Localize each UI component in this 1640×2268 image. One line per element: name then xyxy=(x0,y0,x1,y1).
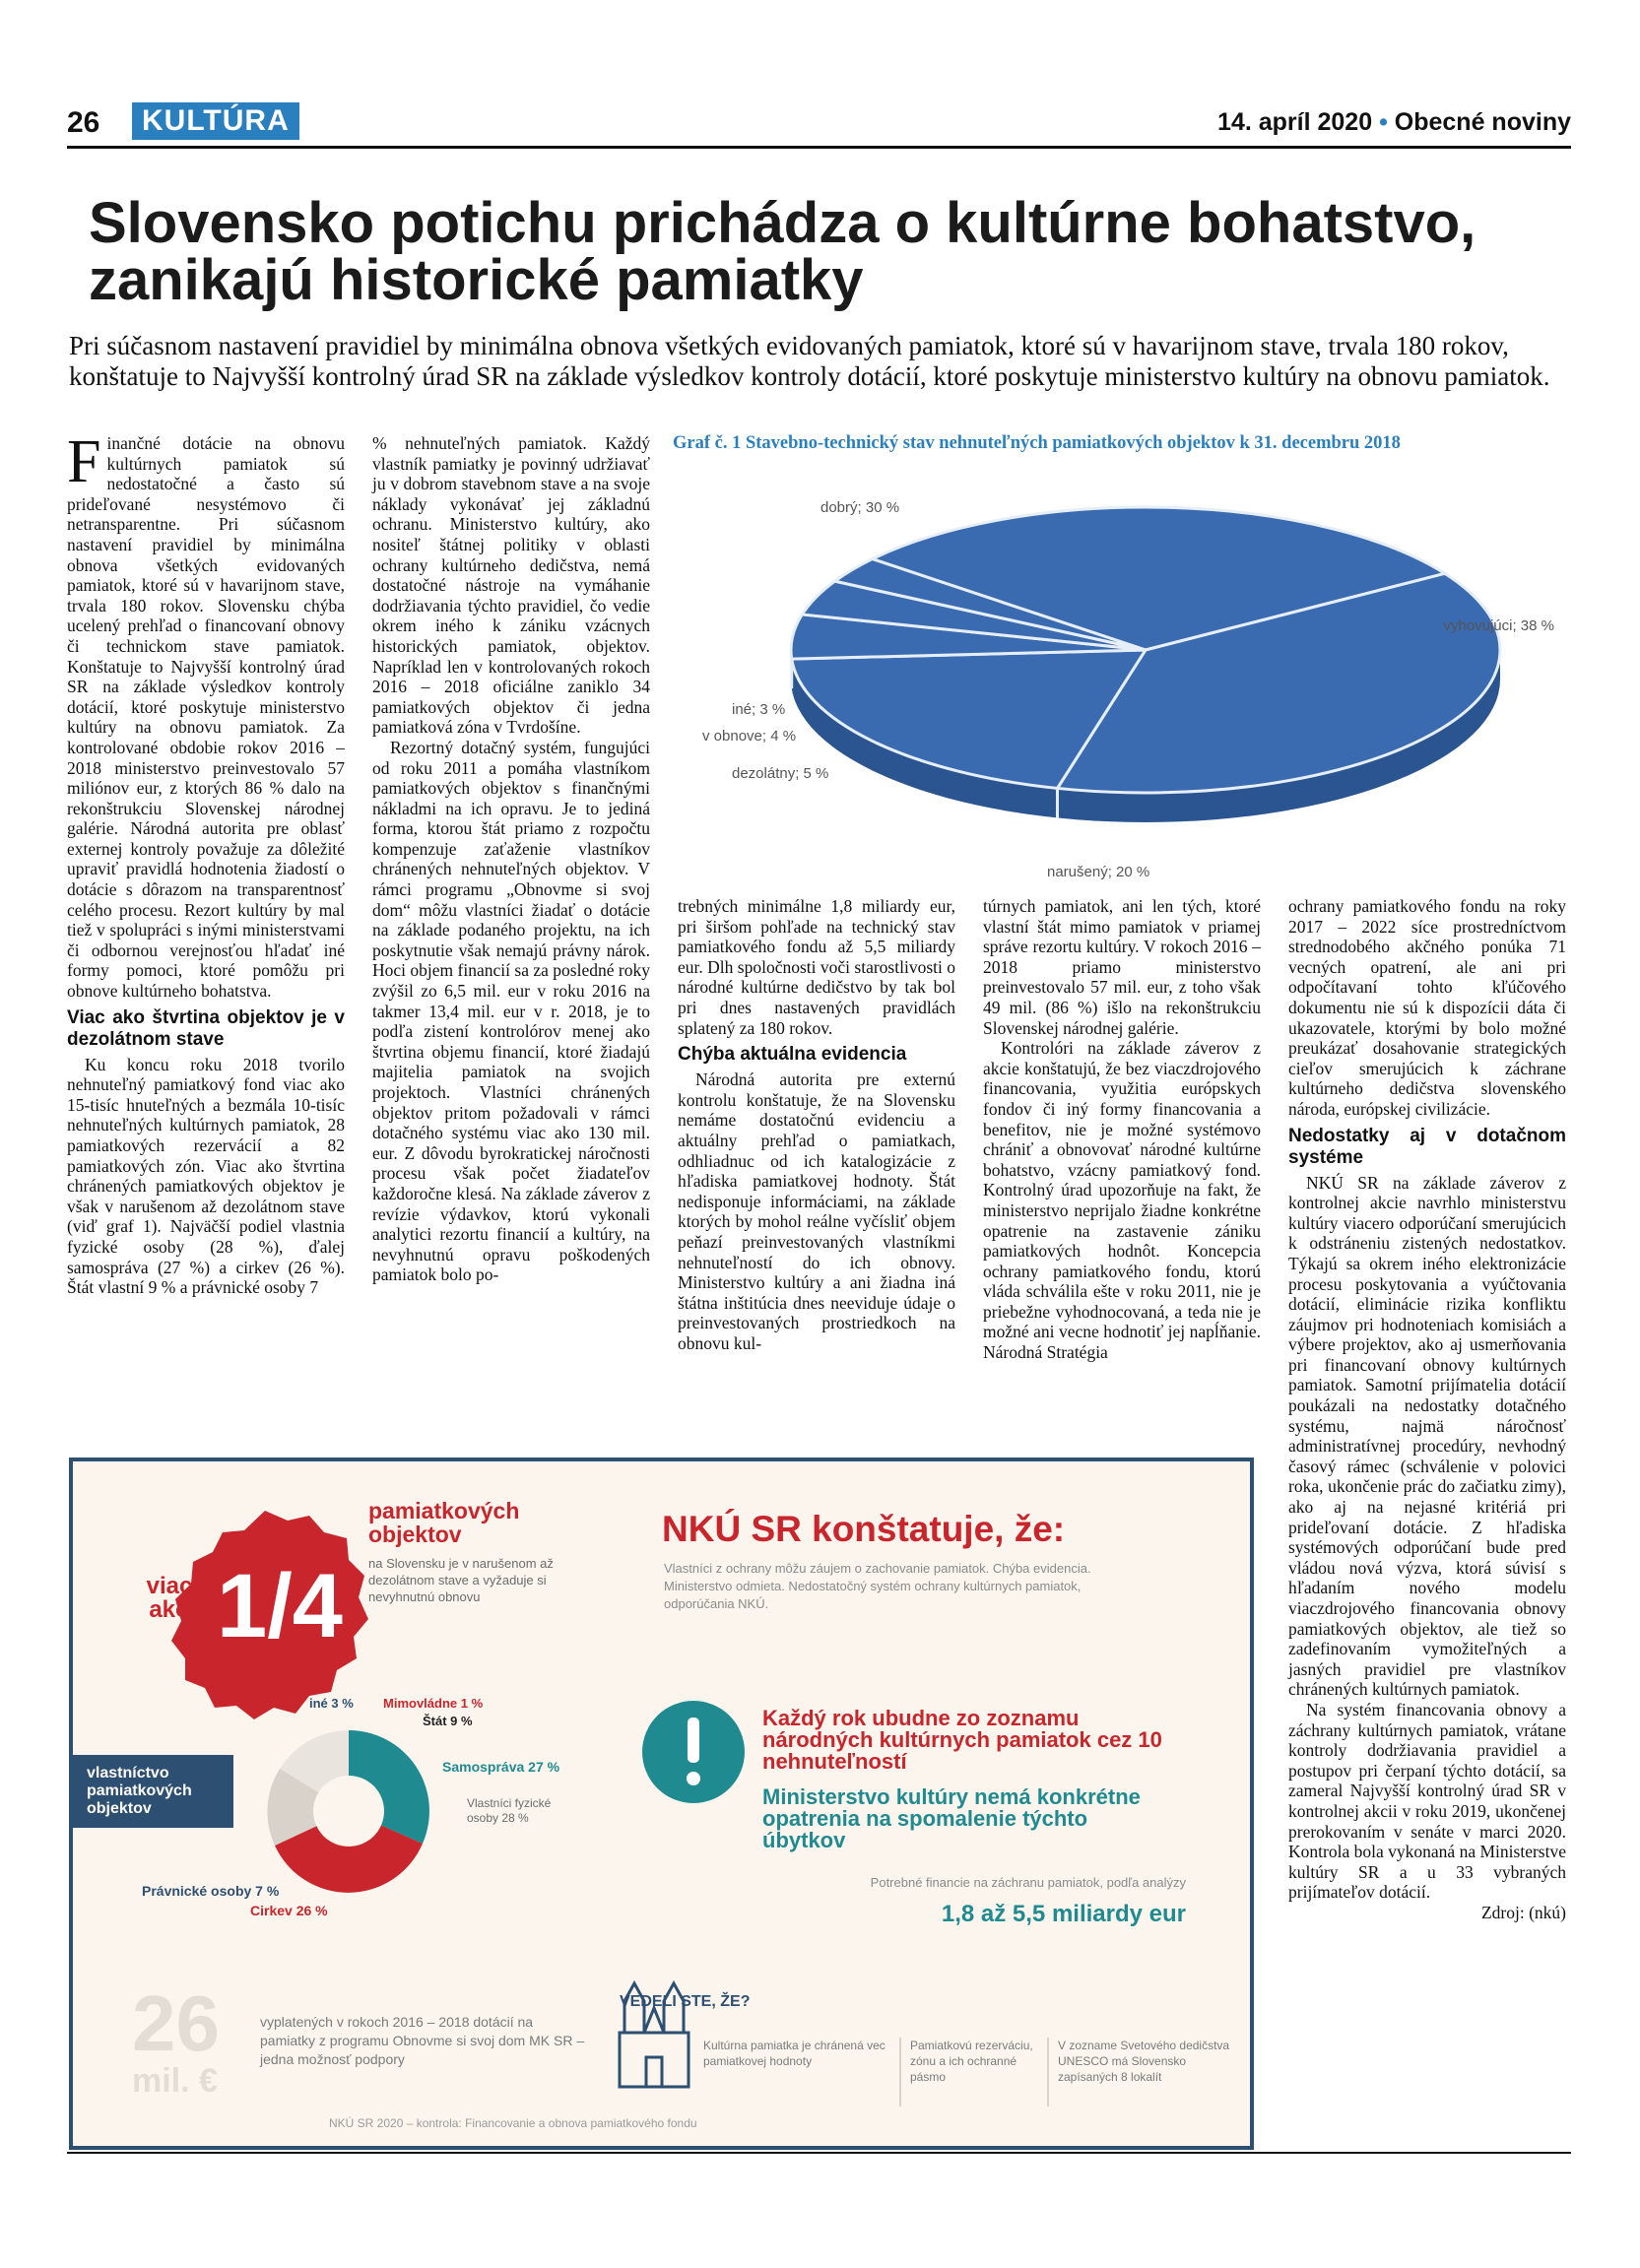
header-rule xyxy=(67,146,1571,149)
exclamation-bar xyxy=(688,1717,699,1763)
big-number-unit: mil. € xyxy=(132,2062,218,2100)
paragraph: Kontrolóri na základe záverov z akcie konštatujú, že bez viaczdrojového financovania, využitia európskych fondov či iný formy financovania a benefitov, nie je možné systémovo chrániť a obnovovať národné kultúrne bohatstvo, vzácny pamiatkový fond. Kontrolný úrad upozorňuje na fakt, že ministerstvo neprijalo žiadne konkrétne opatrenie na zastavenie zániku pamiatkových hodnôt. Koncepcia ochrany pamiatkového fondu, ktorú vláda schválila ešte v roku 2011, nie je priebežne vyhodnocovaná, a teda nie je možné ani vecne hodnotiť jej napĺňanie. Národná Stratégia xyxy=(983,1038,1261,1363)
column-3 xyxy=(678,896,955,1353)
subheading: Nedostatky aj v dotačnom systéme xyxy=(1288,1125,1566,1168)
fraction-prefix: viac ako xyxy=(146,1573,193,1623)
fact-2: Pamiatkovú rezerváciu, zónu a ich ochranné pásmo xyxy=(910,2039,1033,2084)
separator-dot: • xyxy=(1379,108,1388,136)
fraction-title: pamiatkových objektov xyxy=(368,1498,520,1547)
warning-1: Každý rok ubudne zo zoznamu národných kultúrnych pamiatok cez 10 nehnuteľností xyxy=(762,1706,1162,1774)
column-5 xyxy=(1288,896,1566,1923)
fraction-text: na Slovensku je v narušenom až dezolátnom stave a vyžaduje si nevyhnutnú obnovu xyxy=(368,1556,554,1604)
ownership-badge: vlastníctvo pamiatkových objektov xyxy=(73,1755,233,1828)
pie-label-2: narušený; 20 % xyxy=(1047,864,1150,880)
paragraph: Finančné dotácie na obnovu kultúrnych pamiatok sú nedostatočné a často sú prideľované nesystémovo či netransparentne. Pri súčasnom nastavení pravidiel by minimálna obnova všetkých evidovaných pamiatok, ktoré sú v havarijnom stave, trvala 180 rokov. Slovensku chýba ucelený prehľad o financovaní obnovy či technickom stave pamiatok. Konštatuje to Najvyšší kontrolný úrad SR na základe výsledkov kontroly dotácií, ktoré poskytuje ministerstvo kultúry na obnovu pamiatok. Za kontrolované obdobie rokov 2016 – 2018 ministerstvo preinvestovalo 57 miliónov eur, z ktorých 86 % dalo na rekonštrukciu Slovenskej národnej galérie. Národná autorita pre oblasť externej kontroly považuje za dôležité upraviť pravidlá hodnotenia žiadostí o dotácie s dôrazom na transparentnosť celého procesu. Rezort kultúry by mal tiež v spolupráci s inými ministerstvami či odbornou verejnosťou hľadať iné formy pomoci, ktoré pomôžu pri obnove kultúrneho bohatstva. xyxy=(67,428,345,1002)
dateline xyxy=(1217,108,1571,137)
pie-chart xyxy=(673,463,1559,886)
owner-label-ine: iné 3 % xyxy=(309,1696,354,1711)
cost-text: Potrebné financie na záchranu pamiatok, podľa analýzy xyxy=(870,1875,1186,1890)
owner-label-samosprava: Samospráva 27 % xyxy=(442,1759,560,1775)
nku-text: Vlastníci z ochrany môžu záujem o zachovanie pamiatok. Chýba evidencia. Ministerstvo odmieta. Nedostatočný systém ochrany kultúrnych pamiatok, odporúčania NKÚ. xyxy=(664,1561,1091,1611)
paragraph: ochrany pamiatkového fondu na roky 2017 – 2022 síce prostredníctvom strednodobého akčného ponúka 71 vecných opatrení, ale ani pri odpočítavaní tohto kľúčového dokumentu nie sú k dispozícii dáta či ukazovatele, ktorými by bolo možné preukázať dosahovanie strategických cieľov smerujúcich k záchrane kultúrneho dedičstva slovenského národa, európskej civilizácie. xyxy=(1288,896,1566,1119)
paragraph: túrnych pamiatok, ani len tých, ktoré vlastní štát mimo pamiatok v priamej správe rezortu kultúry. V rokoch 2016 – 2018 priamo ministerstvo preinvestovalo 57 mil. eur, z toho však 49 mil. (86 %) išlo na rekonštrukciu Slovenskej národnej galérie. xyxy=(983,896,1261,1038)
big-number: 26 xyxy=(132,1979,220,2067)
fact-1: Kultúrna pamiatka je chránená vec pamiatkovej hodnoty xyxy=(703,2039,886,2068)
paragraph: Rezortný dotačný systém, fungujúci od roku 2011 a pomáha vlastníkom pamiatkových objektov s finančnými nákladmi na ich opravu. Je to jediná forma, ktorou štát priamo z rozpočtu kompenzuje zaťaženie vlastníkov chránených nehnuteľných objektov. V rámci programu „Obnovme si svoj dom“ môžu vlastníci žiadať o dotácie na základe podaného projektu, na ich poskytnutie však nemajú právny nárok. Hoci objem financií sa za posledné roky zvýšil zo 6,5 mil. eur v roku 2016 na takmer 13,4 mil. eur v r. 2018, je to podľa zistení kontrolórov menej ako štvrtina objemu financií, ktoré žiadajú majitelia pamiatok na svojich projektoch. Vlastníci chránených objektov pritom požadovali v rámci dotačného systému viac ako 130 mil. eur. Z dôvodu byrokratickej náročnosti procesu však počet žiadateľov každoročne klesá. Na základe záverov z revízie výdavkov, ktorú vykonali analytici rezortu financií a kultúry, na nevyhnutnú opravu poškodených pamiatok bolo po- xyxy=(372,737,650,1285)
owner-label-pravnicke: Právnické osoby 7 % xyxy=(142,1883,280,1899)
page-number: 26 xyxy=(67,106,100,139)
cost-value: 1,8 až 5,5 miliardy eur xyxy=(941,1901,1186,1927)
paragraph: Ku koncu roku 2018 tvorilo nehnuteľný pamiatkový fond viac ako 15-tisíc hnuteľných a bezmála 10-tisíc nehnuteľných kultúrnych pamiatok, 28 pamiatkových rezervácií a 82 pamiatkových zón. Viac ako štvrtina chránených pamiatkových objektov je však v narušenom až dezolátnom stave (viď graf 1). Najväčší podiel vlastnia fyzické osoby (28 %), ďalej samospráva (27 %) a cirkev (26 %). Štát vlastní 9 % a právnické osoby 7 xyxy=(67,1054,345,1298)
infographic-footer: NKÚ SR 2020 – kontrola: Financovanie a obnova pamiatkového fondu xyxy=(329,2116,697,2130)
headline-line-1: Slovensko potichu prichádza o kultúrne bohatstvo, xyxy=(89,191,1476,255)
paragraph: % nehnuteľných pamiatok. Každý vlastník pamiatky je povinný udržiavať ju v dobrom stavebnom stave a na svoje náklady vykonávať jej základnú ochranu. Ministerstvo kultúry, ako nositeľ štátnej politiky v oblasti ochrany kultúrneho dedičstva, nemá dostatočné nástroje na vymáhanie dodržiavania týchto pravidiel, čo vedie okrem iného k zániku vzácnych historických pamiatok, objektov. Napríklad len v kontrolovaných rokoch 2016 – 2018 oficiálne zaniklo 34 pamiatkových objektov či jedna pamiatková zóna v Tvrdošíne. xyxy=(372,433,650,738)
column-4 xyxy=(983,896,1261,1363)
paragraph: Na systém financovania obnovy a záchrany kultúrnych pamiatok, vrátane kontroly dodržiavania pravidiel a postupov pri čerpaní týchto dotácií, sa zameral Najvyšší kontrolný úrad SR v kontrolnej akcii v roku 2019, ukončenej prerokovaním v senáte v marci 2020. Kontrola bola vykonaná na Ministerstve kultúry SR a u 33 vybraných prijímateľov dotácií. xyxy=(1288,1699,1566,1903)
subheading: Chýba aktuálna evidencia xyxy=(678,1044,907,1066)
publication-name: Obecné noviny xyxy=(1394,108,1571,136)
pie-label-3: dezolátny; 5 % xyxy=(732,765,829,782)
fact-3: V zozname Svetového dedičstva UNESCO má Slovensko zapísaných 8 lokalít xyxy=(1058,2039,1230,2084)
subheading: Viac ako štvrtina objektov je v dezolátnom stave xyxy=(67,1006,345,1050)
headline-line-2: zanikajú historické pamiatky xyxy=(89,248,864,312)
section-label: KULTÚRA xyxy=(132,102,299,140)
pie-label-4: v obnove; 4 % xyxy=(702,728,797,745)
drop-cap: F xyxy=(67,428,101,495)
lead-paragraph: Pri súčasnom nastavení pravidiel by minimálna obnova všetkých evidovaných pamiatok, ktoré sú v havarijnom stave, trvala 180 rokov, konštatuje to Najvyšší kontrolný úrad SR na základe výsledkov kontroly dotácií, ktoré poskytuje ministerstvo kultúry na obnovu pamiatok. xyxy=(69,331,1550,391)
donut-hole xyxy=(313,1776,384,1847)
owner-label-fyzicke: Vlastníci fyzické osoby 28 % xyxy=(467,1796,552,1825)
pie-label-1: vyhovujúci; 38 % xyxy=(1443,617,1554,634)
paragraph: trebných minimálne 1,8 miliardy eur, pri širšom pohľade na technický stav pamiatkového fondu až 5,5 miliardy eur. Dlh spoločnosti voči starostlivosti o národné kultúrne dedičstvo by tak bol pri dnes nastavených pravidlách splatený za 180 rokov. xyxy=(678,896,955,1038)
pie-slices xyxy=(791,507,1500,793)
source-credit: Zdroj: (nkú) xyxy=(1480,1902,1566,1922)
owner-label-cirkev: Cirkev 26 % xyxy=(250,1903,328,1918)
owner-label-mimovladne: Mimovládne 1 % xyxy=(383,1696,484,1711)
pie-label-0: dobrý; 30 % xyxy=(820,499,900,516)
exclamation-dot xyxy=(687,1772,700,1785)
pie-label-5: iné; 3 % xyxy=(732,701,786,718)
footer-rule xyxy=(67,2152,1571,2154)
infographic xyxy=(69,1458,1254,2150)
headline xyxy=(89,191,1566,312)
warning-2: Ministerstvo kultúry nemá konkrétne opatrenia na spomalenie týchto úbytkov xyxy=(762,1784,1141,1852)
issue-date: 14. apríl 2020 xyxy=(1217,108,1373,136)
owner-label-stat: Štát 9 % xyxy=(423,1714,473,1728)
paragraph: NKÚ SR na základe záverov z kontrolnej akcie navrhlo ministerstvu kultúry viacero odporúčaní smerujúcich k odstráneniu zistených nedostatkov. Týkajú sa okrem iného elektronizácie procesu poskytovania a vyúčtovania dotácií, eliminácie rizika konfliktu záujmov pri hodnoteniach komisiách a výbere projektov, ako aj usmerňovania pri financovaní obnovy kultúrnych pamiatok. Samotní prijímatelia dotácií poukázali na nedostatky dotačného systému, najmä náročnosť administratívnej procedúry, nevhodný časový rámec (schválenie v polovici roka, ukončenie prác do začiatku zimy), ako aj na nejasné kritériá pri prideľovaní dotácie. Z hľadiska systémových odporúčaní bude pred vládou nová výzva, ktorá súvisí s hľadaním nového modelu viaczdrojového financovania obnovy pamiatkových objektov, ale tiež so zadefinovaním vymožiteľných a jasných pravidiel pre vlastníkov chránených kultúrnych pamiatok. xyxy=(1288,1172,1566,1700)
nku-title: NKÚ SR konštatuje, že: xyxy=(662,1509,1066,1549)
column-1 xyxy=(67,428,345,1298)
chart-title: Graf č. 1 Stavebno-technický stav nehnuteľných pamiatkových objektov k 31. decembru 2018 xyxy=(673,433,1401,453)
paragraph: Národná autorita pre externú kontrolu konštatuje, že na Slovensku nemáme dostatočnú evidenciu a aktuálny prehľad o pamiatkach, odhliadnuc od ich katalogizácie z hľadiska pamiatkovej hodnoty. Štát nedisponuje informáciami, na základe ktorých by mohol reálne vyčísliť objem peňazí preinvestovaných vlastníkmi nehnuteľností do ich obnovy. Ministerstvo kultúry a ani žiadna iná štátna inštitúcia dnes neeviduje údaje o preinvestovaných prostriedkoch na obnovu kul- xyxy=(678,1069,955,1353)
period-text: vyplatených v rokoch 2016 – 2018 dotácií na pamiatky z programu Obnovme si svoj dom MK SR – jedna možnosť podpory xyxy=(260,2014,585,2067)
did-you-know-title: VEDELI STE, ŽE? xyxy=(620,1993,751,2010)
column-2 xyxy=(372,433,650,1285)
fraction-value: 1/4 xyxy=(217,1556,343,1656)
